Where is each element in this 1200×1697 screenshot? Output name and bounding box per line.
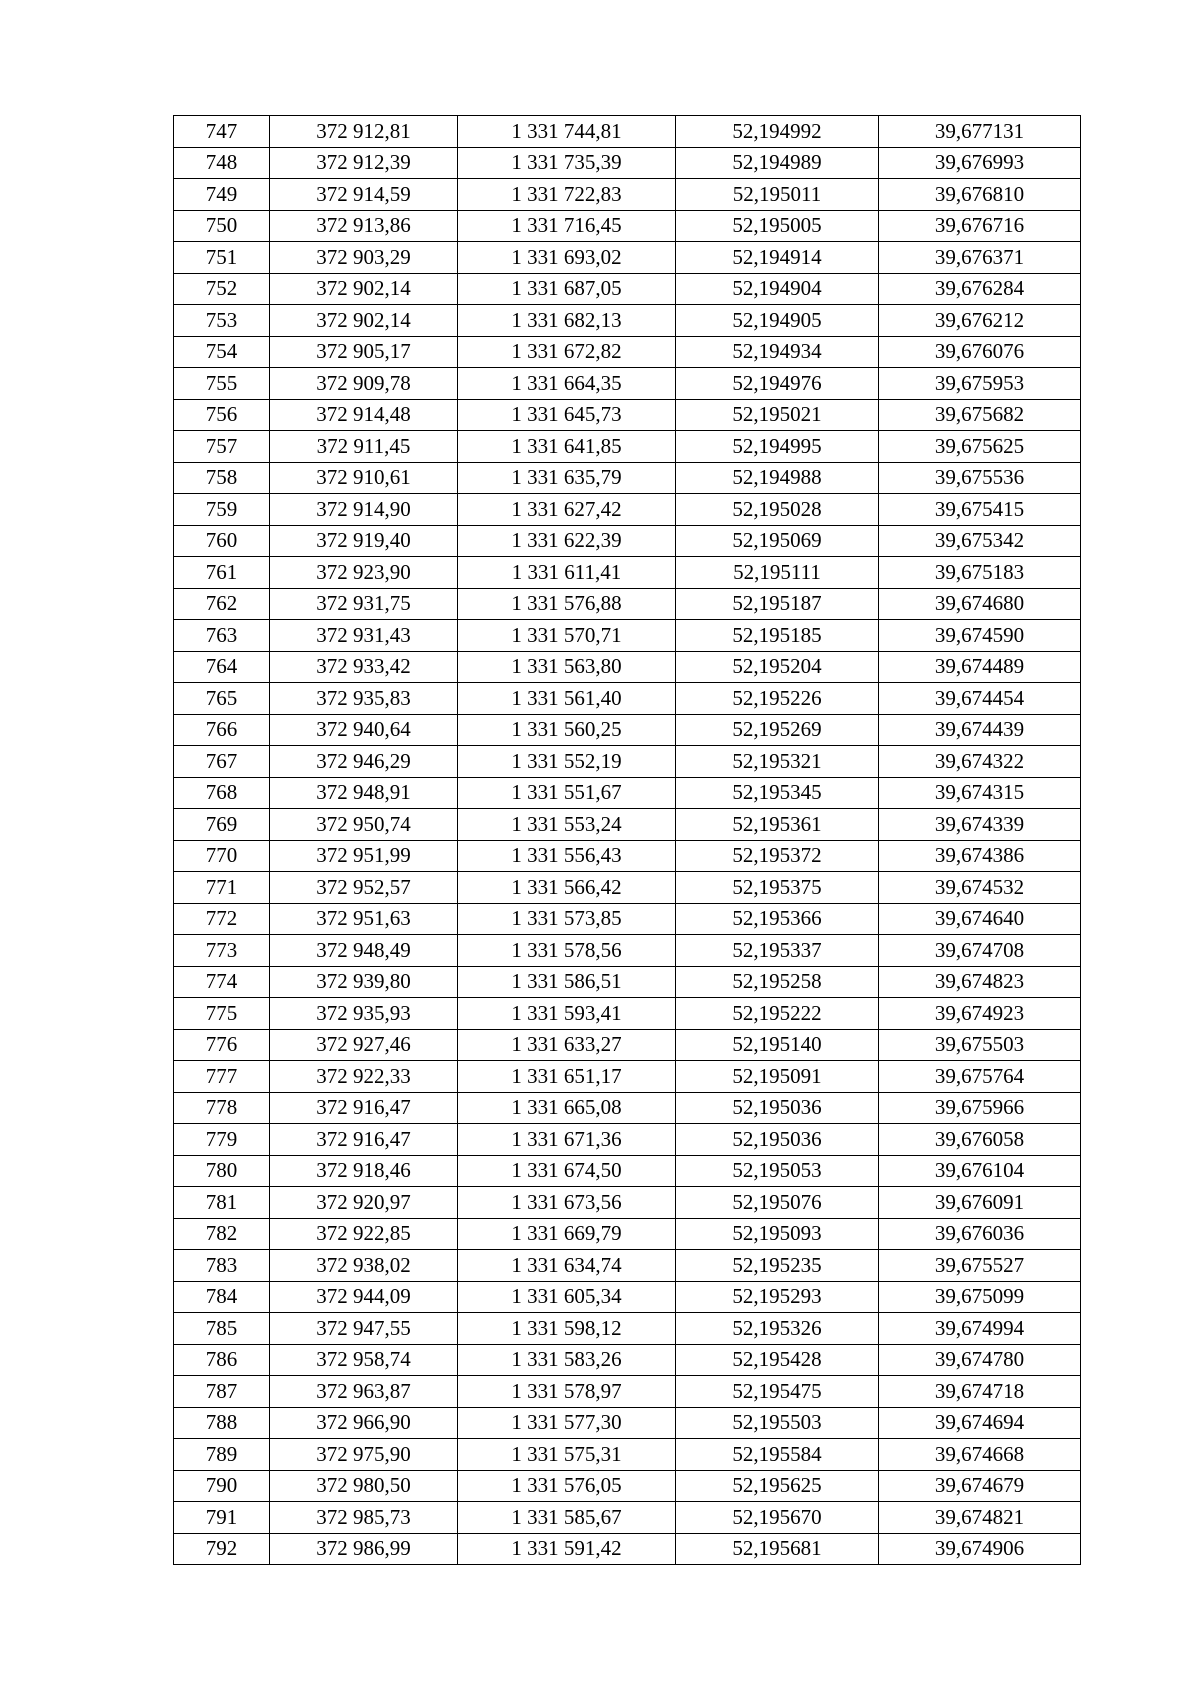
longitude-cell: 39,674680	[879, 588, 1081, 620]
latitude-cell: 52,195111	[676, 557, 879, 589]
table-row	[174, 935, 1081, 967]
longitude-cell: 39,674823	[879, 966, 1081, 998]
longitude-cell: 39,676076	[879, 336, 1081, 368]
latitude-cell: 52,195337	[676, 935, 879, 967]
y-coordinate-cell: 1 331 578,97	[458, 1376, 676, 1408]
latitude-cell: 52,194934	[676, 336, 879, 368]
longitude-cell: 39,674821	[879, 1502, 1081, 1534]
x-coordinate-cell: 372 958,74	[270, 1344, 458, 1376]
y-coordinate-cell: 1 331 722,83	[458, 179, 676, 211]
y-coordinate-cell: 1 331 627,42	[458, 494, 676, 526]
longitude-cell: 39,674923	[879, 998, 1081, 1030]
table-row	[174, 1407, 1081, 1439]
table-row	[174, 966, 1081, 998]
longitude-cell: 39,675953	[879, 368, 1081, 400]
latitude-cell: 52,195204	[676, 651, 879, 683]
point-number-cell: 769	[174, 809, 270, 841]
point-number-cell: 759	[174, 494, 270, 526]
latitude-cell: 52,195625	[676, 1470, 879, 1502]
point-number-cell: 753	[174, 305, 270, 337]
latitude-cell: 52,194905	[676, 305, 879, 337]
x-coordinate-cell: 372 986,99	[270, 1533, 458, 1565]
longitude-cell: 39,674708	[879, 935, 1081, 967]
table-row	[174, 557, 1081, 589]
table-row	[174, 1502, 1081, 1534]
longitude-cell: 39,675183	[879, 557, 1081, 589]
y-coordinate-cell: 1 331 605,34	[458, 1281, 676, 1313]
point-number-cell: 756	[174, 399, 270, 431]
x-coordinate-cell: 372 912,39	[270, 147, 458, 179]
point-number-cell: 765	[174, 683, 270, 715]
point-number-cell: 751	[174, 242, 270, 274]
point-number-cell: 779	[174, 1124, 270, 1156]
longitude-cell: 39,675099	[879, 1281, 1081, 1313]
y-coordinate-cell: 1 331 716,45	[458, 210, 676, 242]
latitude-cell: 52,195670	[676, 1502, 879, 1534]
y-coordinate-cell: 1 331 583,26	[458, 1344, 676, 1376]
longitude-cell: 39,674590	[879, 620, 1081, 652]
point-number-cell: 777	[174, 1061, 270, 1093]
latitude-cell: 52,195475	[676, 1376, 879, 1408]
longitude-cell: 39,674532	[879, 872, 1081, 904]
latitude-cell: 52,194988	[676, 462, 879, 494]
table-row	[174, 683, 1081, 715]
y-coordinate-cell: 1 331 576,05	[458, 1470, 676, 1502]
table-row	[174, 903, 1081, 935]
x-coordinate-cell: 372 902,14	[270, 305, 458, 337]
table-row	[174, 1218, 1081, 1250]
longitude-cell: 39,675536	[879, 462, 1081, 494]
latitude-cell: 52,195584	[676, 1439, 879, 1471]
latitude-cell: 52,195372	[676, 840, 879, 872]
longitude-cell: 39,674780	[879, 1344, 1081, 1376]
longitude-cell: 39,675764	[879, 1061, 1081, 1093]
y-coordinate-cell: 1 331 586,51	[458, 966, 676, 998]
latitude-cell: 52,195091	[676, 1061, 879, 1093]
x-coordinate-cell: 372 946,29	[270, 746, 458, 778]
y-coordinate-cell: 1 331 735,39	[458, 147, 676, 179]
table-row	[174, 368, 1081, 400]
point-number-cell: 791	[174, 1502, 270, 1534]
table-row	[174, 494, 1081, 526]
table-row	[174, 1313, 1081, 1345]
point-number-cell: 770	[174, 840, 270, 872]
latitude-cell: 52,195235	[676, 1250, 879, 1282]
point-number-cell: 787	[174, 1376, 270, 1408]
x-coordinate-cell: 372 935,93	[270, 998, 458, 1030]
latitude-cell: 52,195036	[676, 1124, 879, 1156]
point-number-cell: 747	[174, 116, 270, 148]
y-coordinate-cell: 1 331 585,67	[458, 1502, 676, 1534]
longitude-cell: 39,676371	[879, 242, 1081, 274]
x-coordinate-cell: 372 910,61	[270, 462, 458, 494]
latitude-cell: 52,195187	[676, 588, 879, 620]
point-number-cell: 782	[174, 1218, 270, 1250]
x-coordinate-cell: 372 916,47	[270, 1124, 458, 1156]
latitude-cell: 52,195005	[676, 210, 879, 242]
y-coordinate-cell: 1 331 669,79	[458, 1218, 676, 1250]
table-row	[174, 1250, 1081, 1282]
x-coordinate-cell: 372 947,55	[270, 1313, 458, 1345]
point-number-cell: 776	[174, 1029, 270, 1061]
x-coordinate-cell: 372 948,91	[270, 777, 458, 809]
latitude-cell: 52,195269	[676, 714, 879, 746]
x-coordinate-cell: 372 933,42	[270, 651, 458, 683]
x-coordinate-cell: 372 951,99	[270, 840, 458, 872]
latitude-cell: 52,195293	[676, 1281, 879, 1313]
point-number-cell: 761	[174, 557, 270, 589]
table-row	[174, 714, 1081, 746]
point-number-cell: 766	[174, 714, 270, 746]
table-row	[174, 1124, 1081, 1156]
table-row	[174, 1470, 1081, 1502]
y-coordinate-cell: 1 331 551,67	[458, 777, 676, 809]
x-coordinate-cell: 372 944,09	[270, 1281, 458, 1313]
table-row	[174, 1061, 1081, 1093]
latitude-cell: 52,195326	[676, 1313, 879, 1345]
point-number-cell: 785	[174, 1313, 270, 1345]
longitude-cell: 39,674339	[879, 809, 1081, 841]
point-number-cell: 783	[174, 1250, 270, 1282]
latitude-cell: 52,195428	[676, 1344, 879, 1376]
x-coordinate-cell: 372 963,87	[270, 1376, 458, 1408]
table-row	[174, 462, 1081, 494]
point-number-cell: 788	[174, 1407, 270, 1439]
x-coordinate-cell: 372 912,81	[270, 116, 458, 148]
longitude-cell: 39,674906	[879, 1533, 1081, 1565]
latitude-cell: 52,195503	[676, 1407, 879, 1439]
x-coordinate-cell: 372 948,49	[270, 935, 458, 967]
x-coordinate-cell: 372 922,33	[270, 1061, 458, 1093]
table-row	[174, 305, 1081, 337]
table-row	[174, 1187, 1081, 1219]
longitude-cell: 39,676716	[879, 210, 1081, 242]
x-coordinate-cell: 372 911,45	[270, 431, 458, 463]
table-row	[174, 1376, 1081, 1408]
latitude-cell: 52,194976	[676, 368, 879, 400]
table-row	[174, 746, 1081, 778]
latitude-cell: 52,195321	[676, 746, 879, 778]
latitude-cell: 52,195366	[676, 903, 879, 935]
table-row	[174, 273, 1081, 305]
table-row	[174, 809, 1081, 841]
table-row	[174, 840, 1081, 872]
point-number-cell: 771	[174, 872, 270, 904]
x-coordinate-cell: 372 966,90	[270, 1407, 458, 1439]
latitude-cell: 52,195011	[676, 179, 879, 211]
y-coordinate-cell: 1 331 682,13	[458, 305, 676, 337]
table-row	[174, 242, 1081, 274]
y-coordinate-cell: 1 331 578,56	[458, 935, 676, 967]
latitude-cell: 52,194992	[676, 116, 879, 148]
table-row	[174, 1092, 1081, 1124]
table-row	[174, 620, 1081, 652]
y-coordinate-cell: 1 331 744,81	[458, 116, 676, 148]
latitude-cell: 52,195345	[676, 777, 879, 809]
y-coordinate-cell: 1 331 576,88	[458, 588, 676, 620]
longitude-cell: 39,674679	[879, 1470, 1081, 1502]
y-coordinate-cell: 1 331 674,50	[458, 1155, 676, 1187]
table-row	[174, 116, 1081, 148]
point-number-cell: 755	[174, 368, 270, 400]
coordinates-table	[173, 115, 1081, 1565]
latitude-cell: 52,195069	[676, 525, 879, 557]
latitude-cell: 52,195093	[676, 1218, 879, 1250]
latitude-cell: 52,195222	[676, 998, 879, 1030]
table-row	[174, 1439, 1081, 1471]
x-coordinate-cell: 372 935,83	[270, 683, 458, 715]
longitude-cell: 39,674454	[879, 683, 1081, 715]
latitude-cell: 52,195185	[676, 620, 879, 652]
longitude-cell: 39,674489	[879, 651, 1081, 683]
y-coordinate-cell: 1 331 577,30	[458, 1407, 676, 1439]
longitude-cell: 39,676091	[879, 1187, 1081, 1219]
longitude-cell: 39,676058	[879, 1124, 1081, 1156]
point-number-cell: 760	[174, 525, 270, 557]
point-number-cell: 752	[174, 273, 270, 305]
y-coordinate-cell: 1 331 563,80	[458, 651, 676, 683]
longitude-cell: 39,675527	[879, 1250, 1081, 1282]
x-coordinate-cell: 372 931,43	[270, 620, 458, 652]
point-number-cell: 750	[174, 210, 270, 242]
y-coordinate-cell: 1 331 573,85	[458, 903, 676, 935]
y-coordinate-cell: 1 331 651,17	[458, 1061, 676, 1093]
table-row	[174, 998, 1081, 1030]
point-number-cell: 774	[174, 966, 270, 998]
latitude-cell: 52,194914	[676, 242, 879, 274]
table-row	[174, 651, 1081, 683]
x-coordinate-cell: 372 902,14	[270, 273, 458, 305]
longitude-cell: 39,674694	[879, 1407, 1081, 1439]
longitude-cell: 39,676810	[879, 179, 1081, 211]
x-coordinate-cell: 372 952,57	[270, 872, 458, 904]
y-coordinate-cell: 1 331 591,42	[458, 1533, 676, 1565]
point-number-cell: 748	[174, 147, 270, 179]
longitude-cell: 39,676284	[879, 273, 1081, 305]
table-row	[174, 431, 1081, 463]
table-row	[174, 1029, 1081, 1061]
point-number-cell: 790	[174, 1470, 270, 1502]
point-number-cell: 784	[174, 1281, 270, 1313]
point-number-cell: 757	[174, 431, 270, 463]
longitude-cell: 39,677131	[879, 116, 1081, 148]
x-coordinate-cell: 372 919,40	[270, 525, 458, 557]
table-row	[174, 399, 1081, 431]
y-coordinate-cell: 1 331 671,36	[458, 1124, 676, 1156]
y-coordinate-cell: 1 331 633,27	[458, 1029, 676, 1061]
latitude-cell: 52,195226	[676, 683, 879, 715]
table-row	[174, 1155, 1081, 1187]
point-number-cell: 786	[174, 1344, 270, 1376]
coordinates-table-body	[174, 116, 1081, 1565]
longitude-cell: 39,676993	[879, 147, 1081, 179]
point-number-cell: 754	[174, 336, 270, 368]
x-coordinate-cell: 372 938,02	[270, 1250, 458, 1282]
point-number-cell: 768	[174, 777, 270, 809]
x-coordinate-cell: 372 951,63	[270, 903, 458, 935]
x-coordinate-cell: 372 903,29	[270, 242, 458, 274]
y-coordinate-cell: 1 331 645,73	[458, 399, 676, 431]
x-coordinate-cell: 372 940,64	[270, 714, 458, 746]
y-coordinate-cell: 1 331 553,24	[458, 809, 676, 841]
y-coordinate-cell: 1 331 598,12	[458, 1313, 676, 1345]
longitude-cell: 39,676104	[879, 1155, 1081, 1187]
table-row	[174, 1344, 1081, 1376]
table-row	[174, 336, 1081, 368]
table-row	[174, 179, 1081, 211]
y-coordinate-cell: 1 331 693,02	[458, 242, 676, 274]
latitude-cell: 52,194904	[676, 273, 879, 305]
point-number-cell: 762	[174, 588, 270, 620]
y-coordinate-cell: 1 331 687,05	[458, 273, 676, 305]
point-number-cell: 792	[174, 1533, 270, 1565]
point-number-cell: 780	[174, 1155, 270, 1187]
x-coordinate-cell: 372 950,74	[270, 809, 458, 841]
x-coordinate-cell: 372 985,73	[270, 1502, 458, 1534]
longitude-cell: 39,676212	[879, 305, 1081, 337]
x-coordinate-cell: 372 923,90	[270, 557, 458, 589]
table-row	[174, 588, 1081, 620]
latitude-cell: 52,195361	[676, 809, 879, 841]
latitude-cell: 52,195053	[676, 1155, 879, 1187]
longitude-cell: 39,674718	[879, 1376, 1081, 1408]
y-coordinate-cell: 1 331 570,71	[458, 620, 676, 652]
table-row	[174, 1281, 1081, 1313]
x-coordinate-cell: 372 916,47	[270, 1092, 458, 1124]
y-coordinate-cell: 1 331 560,25	[458, 714, 676, 746]
y-coordinate-cell: 1 331 664,35	[458, 368, 676, 400]
x-coordinate-cell: 372 918,46	[270, 1155, 458, 1187]
longitude-cell: 39,675415	[879, 494, 1081, 526]
point-number-cell: 763	[174, 620, 270, 652]
x-coordinate-cell: 372 980,50	[270, 1470, 458, 1502]
x-coordinate-cell: 372 914,90	[270, 494, 458, 526]
y-coordinate-cell: 1 331 556,43	[458, 840, 676, 872]
latitude-cell: 52,195076	[676, 1187, 879, 1219]
longitude-cell: 39,675342	[879, 525, 1081, 557]
y-coordinate-cell: 1 331 634,74	[458, 1250, 676, 1282]
table-row	[174, 777, 1081, 809]
longitude-cell: 39,675682	[879, 399, 1081, 431]
y-coordinate-cell: 1 331 593,41	[458, 998, 676, 1030]
longitude-cell: 39,674668	[879, 1439, 1081, 1471]
longitude-cell: 39,674439	[879, 714, 1081, 746]
y-coordinate-cell: 1 331 561,40	[458, 683, 676, 715]
longitude-cell: 39,674386	[879, 840, 1081, 872]
x-coordinate-cell: 372 920,97	[270, 1187, 458, 1219]
latitude-cell: 52,195375	[676, 872, 879, 904]
table-row	[174, 525, 1081, 557]
point-number-cell: 773	[174, 935, 270, 967]
point-number-cell: 764	[174, 651, 270, 683]
x-coordinate-cell: 372 927,46	[270, 1029, 458, 1061]
y-coordinate-cell: 1 331 635,79	[458, 462, 676, 494]
latitude-cell: 52,195681	[676, 1533, 879, 1565]
latitude-cell: 52,195028	[676, 494, 879, 526]
x-coordinate-cell: 372 975,90	[270, 1439, 458, 1471]
y-coordinate-cell: 1 331 566,42	[458, 872, 676, 904]
longitude-cell: 39,675966	[879, 1092, 1081, 1124]
point-number-cell: 789	[174, 1439, 270, 1471]
x-coordinate-cell: 372 914,59	[270, 179, 458, 211]
y-coordinate-cell: 1 331 552,19	[458, 746, 676, 778]
x-coordinate-cell: 372 939,80	[270, 966, 458, 998]
latitude-cell: 52,194995	[676, 431, 879, 463]
table-row	[174, 210, 1081, 242]
longitude-cell: 39,674640	[879, 903, 1081, 935]
y-coordinate-cell: 1 331 672,82	[458, 336, 676, 368]
y-coordinate-cell: 1 331 673,56	[458, 1187, 676, 1219]
point-number-cell: 772	[174, 903, 270, 935]
y-coordinate-cell: 1 331 575,31	[458, 1439, 676, 1471]
point-number-cell: 781	[174, 1187, 270, 1219]
latitude-cell: 52,195258	[676, 966, 879, 998]
longitude-cell: 39,674322	[879, 746, 1081, 778]
latitude-cell: 52,195140	[676, 1029, 879, 1061]
point-number-cell: 749	[174, 179, 270, 211]
y-coordinate-cell: 1 331 622,39	[458, 525, 676, 557]
latitude-cell: 52,195036	[676, 1092, 879, 1124]
table-row	[174, 1533, 1081, 1565]
x-coordinate-cell: 372 931,75	[270, 588, 458, 620]
point-number-cell: 758	[174, 462, 270, 494]
x-coordinate-cell: 372 913,86	[270, 210, 458, 242]
longitude-cell: 39,674315	[879, 777, 1081, 809]
longitude-cell: 39,675503	[879, 1029, 1081, 1061]
y-coordinate-cell: 1 331 641,85	[458, 431, 676, 463]
longitude-cell: 39,674994	[879, 1313, 1081, 1345]
point-number-cell: 775	[174, 998, 270, 1030]
y-coordinate-cell: 1 331 665,08	[458, 1092, 676, 1124]
latitude-cell: 52,195021	[676, 399, 879, 431]
table-row	[174, 147, 1081, 179]
y-coordinate-cell: 1 331 611,41	[458, 557, 676, 589]
point-number-cell: 767	[174, 746, 270, 778]
x-coordinate-cell: 372 905,17	[270, 336, 458, 368]
x-coordinate-cell: 372 914,48	[270, 399, 458, 431]
x-coordinate-cell: 372 922,85	[270, 1218, 458, 1250]
longitude-cell: 39,676036	[879, 1218, 1081, 1250]
latitude-cell: 52,194989	[676, 147, 879, 179]
x-coordinate-cell: 372 909,78	[270, 368, 458, 400]
table-row	[174, 872, 1081, 904]
longitude-cell: 39,675625	[879, 431, 1081, 463]
point-number-cell: 778	[174, 1092, 270, 1124]
